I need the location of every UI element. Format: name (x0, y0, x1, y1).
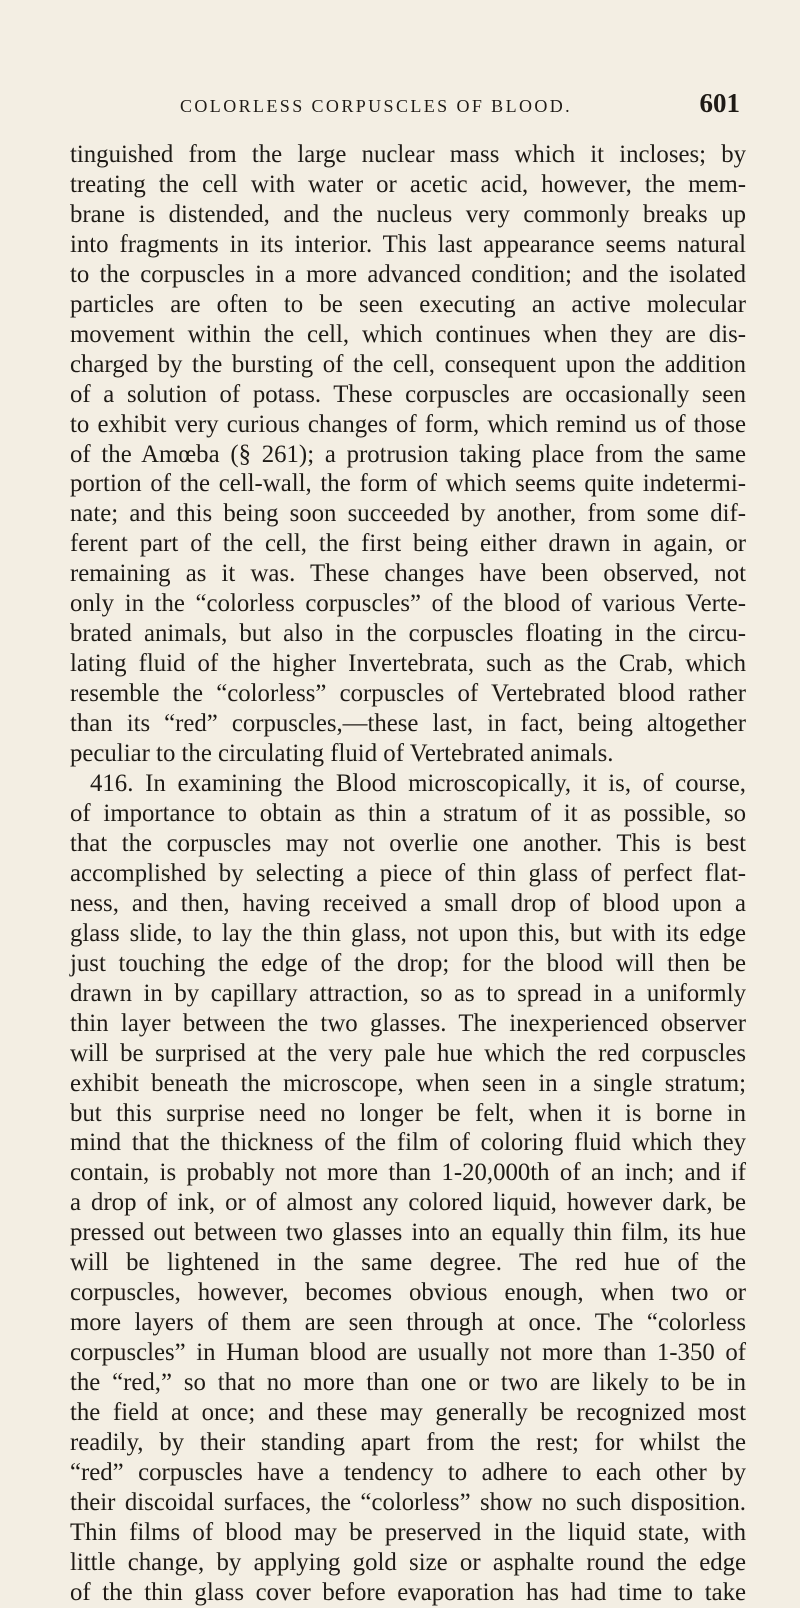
text-line: the field at once; and these may generally be recognized most (70, 1399, 746, 1427)
running-head-title: COLORLESS CORPUSCLES OF BLOOD. (180, 96, 573, 116)
text-line: to exhibit very curious changes of form, which remind us of those (70, 410, 746, 438)
text-line: a drop of ink, or of almost any colored liquid, however dark, be (70, 1189, 746, 1217)
text-line: peculiar to the circulating fluid of Vertebrated animals. (70, 740, 614, 768)
text-line: than its “red” corpuscles,—these last, in fact, being altogether (70, 710, 746, 738)
text-line: nate; and this being soon succeeded by another, from some dif- (70, 500, 746, 528)
page-number: 601 (699, 88, 740, 118)
text-line: glass slide, to lay the thin glass, not upon this, but with its edge (70, 919, 746, 947)
text-line: charged by the bursting of the cell, consequent upon the addition (70, 350, 746, 378)
text-line: readily, by their standing apart from the rest; for whilst the (70, 1428, 746, 1456)
text-line: thin layer between the two glasses. The inexperienced observer (70, 1009, 746, 1037)
text-line: contain, is probably not more than 1-20,000th of an inch; and if (70, 1159, 746, 1187)
text-line: “red” corpuscles have a tendency to adhere to each other by (70, 1458, 746, 1486)
text-line: will be lightened in the same degree. The red hue of the (70, 1249, 746, 1277)
text-line: corpuscles” in Human blood are usually not more than 1-350 of (70, 1339, 746, 1367)
text-line: exhibit beneath the microscope, when seen in a single stratum; (70, 1069, 746, 1097)
text-line: corpuscles, however, becomes obvious enough, when two or (70, 1279, 746, 1307)
text-line: of a solution of potass. These corpuscles are occasionally seen (70, 380, 746, 408)
text-line: that the corpuscles may not overlie one another. This is best (70, 829, 746, 857)
text-line: of the Amœba (§ 261); a protrusion taking place from the same (70, 440, 746, 468)
text-line: drawn in by capillary attraction, so as to spread in a uniformly (70, 979, 746, 1007)
text-line: the “red,” so that no more than one or two are likely to be in (70, 1369, 746, 1397)
body-text (70, 140, 746, 1606)
text-line: only in the “colorless corpuscles” of the blood of various Verte- (70, 590, 746, 618)
running-head (180, 88, 740, 128)
text-line: little change, by applying gold size or asphalte round the edge (70, 1548, 746, 1576)
text-line: just touching the edge of the drop; for the blood will then be (70, 949, 746, 977)
text-line: particles are often to be seen executing an active molecular (70, 290, 746, 318)
text-line: to the corpuscles in a more advanced condition; and the isolated (70, 260, 746, 288)
text-line: into fragments in its interior. This last appearance seems natural (70, 230, 746, 258)
text-line: will be surprised at the very pale hue which the red corpuscles (70, 1039, 746, 1067)
text-line: Thin films of blood may be preserved in the liquid state, with (70, 1518, 746, 1546)
text-line: mind that the thickness of the film of coloring fluid which they (70, 1129, 746, 1157)
text-line: lating fluid of the higher Invertebrata, such as the Crab, which (70, 650, 746, 678)
text-line: portion of the cell-wall, the form of which seems quite indetermi- (70, 470, 746, 498)
text-line: ferent part of the cell, the first being either drawn in again, or (70, 530, 746, 558)
text-line: brane is distended, and the nucleus very commonly breaks up (70, 200, 746, 228)
text-line: treating the cell with water or acetic acid, however, the mem- (70, 170, 746, 198)
text-line: their discoidal surfaces, the “colorless” show no such disposition. (70, 1488, 746, 1516)
text-line: more layers of them are seen through at once. The “colorless (70, 1309, 746, 1337)
text-line: ness, and then, having received a small drop of blood upon a (70, 889, 746, 917)
text-line: tinguished from the large nuclear mass which it incloses; by (70, 141, 746, 168)
paragraph-start-line: 416. In examining the Blood microscopically, it is, of course, (90, 770, 746, 798)
text-line: pressed out between two glasses into an equally thin film, its hue (70, 1219, 746, 1247)
text-line: brated animals, but also in the corpuscles floating in the circu- (70, 620, 746, 648)
text-line: of importance to obtain as thin a stratum of it as possible, so (70, 799, 746, 827)
text-line: movement within the cell, which continues when they are dis- (70, 320, 746, 348)
text-line: but this surprise need no longer be felt, when it is borne in (70, 1099, 746, 1127)
text-line: accomplished by selecting a piece of thin glass of perfect flat- (70, 859, 746, 887)
text-line: resemble the “colorless” corpuscles of Vertebrated blood rather (70, 680, 746, 708)
text-line: of the thin glass cover before evaporation has had time to take (70, 1578, 746, 1606)
text-line: remaining as it was. These changes have been observed, not (70, 560, 746, 588)
